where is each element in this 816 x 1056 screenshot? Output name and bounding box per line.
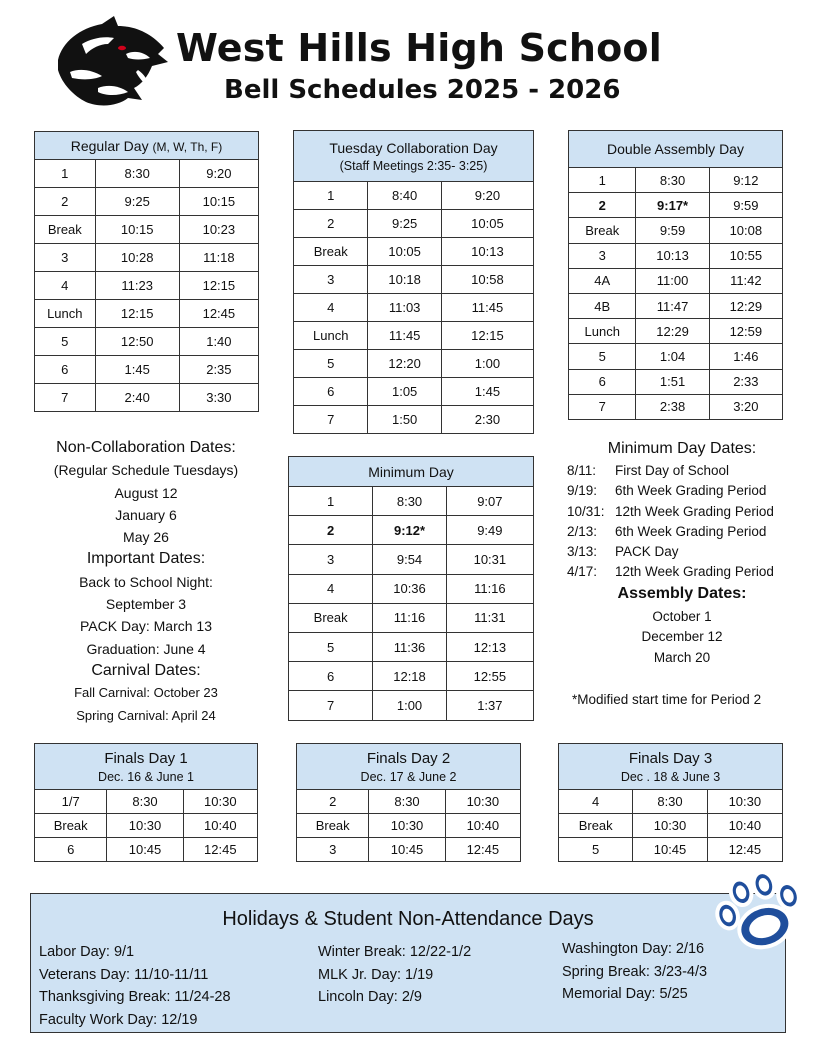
minimum-date-item (567, 562, 807, 582)
end-time-cell: 9:12 (709, 168, 782, 193)
holidays-column-1 (39, 941, 231, 1031)
schedule-row (294, 182, 534, 210)
regular-day-table (34, 131, 259, 412)
schedule-row (569, 319, 783, 344)
finals-day-3-header: Finals Day 3 Dec . 18 & June 3 (559, 744, 783, 790)
minimum-date: 10/31: (567, 503, 605, 519)
start-time-cell: 9:59 (636, 218, 709, 243)
period-cell: 7 (569, 394, 636, 419)
start-time-cell: 10:45 (369, 838, 445, 862)
start-time-cell: 1:04 (636, 344, 709, 369)
carnival-heading: Carnival Dates: (91, 661, 201, 679)
period-cell: 2 (289, 516, 373, 545)
end-time-cell: 10:30 (707, 790, 782, 814)
end-time-cell: 11:45 (441, 294, 533, 322)
period-cell: 3 (289, 545, 373, 574)
minimum-date-event: 12th Week Grading Period (615, 503, 774, 519)
schedule-row (35, 272, 259, 300)
period-cell: 4 (289, 574, 373, 603)
end-time-cell: 10:23 (179, 216, 258, 244)
start-time-cell: 10:15 (95, 216, 179, 244)
period-cell: 5 (35, 328, 96, 356)
schedule-row (294, 294, 534, 322)
non-collab-date: August 12 (114, 484, 178, 501)
schedule-row (35, 790, 258, 814)
holidays-title: Holidays & Student Non-Attendance Days (222, 908, 594, 930)
schedule-row (289, 691, 534, 720)
start-time-cell: 10:28 (95, 244, 179, 272)
end-time-cell: 2:30 (441, 406, 533, 434)
period-cell: 1/7 (35, 790, 107, 814)
period-cell: 2 (294, 210, 368, 238)
important-line: PACK Day: March 13 (79, 618, 212, 635)
period-cell: 7 (294, 406, 368, 434)
schedule-row (297, 814, 521, 838)
start-time-cell: 1:51 (636, 369, 709, 394)
schedule-row (289, 603, 534, 632)
start-time-cell: 10:18 (368, 266, 441, 294)
minimum-date-event: 12th Week Grading Period (615, 564, 774, 580)
start-time-cell: 11:00 (636, 268, 709, 293)
end-time-cell: 9:59 (709, 193, 782, 218)
minimum-date: 9/19: (567, 483, 598, 499)
end-time-cell: 10:13 (441, 238, 533, 266)
start-time-cell: 12:18 (373, 662, 446, 691)
schedule-row (289, 632, 534, 661)
period-cell: Break (289, 603, 373, 632)
schedule-row (294, 210, 534, 238)
end-time-cell: 10:40 (707, 814, 782, 838)
schedule-row (294, 238, 534, 266)
end-time-cell: 12:13 (446, 632, 533, 661)
schedule-row (289, 662, 534, 691)
schedule-row (35, 300, 259, 328)
schedule-row (569, 218, 783, 243)
period-cell: 4 (294, 294, 368, 322)
end-time-cell: 10:55 (709, 243, 782, 268)
finals-day-2-header: Finals Day 2 Dec. 17 & June 2 (297, 744, 521, 790)
period-cell: 1 (289, 487, 373, 516)
schedule-row (289, 574, 534, 603)
end-time-cell: 12:45 (445, 838, 520, 862)
schedule-row (289, 516, 534, 545)
end-time-cell: 3:30 (179, 384, 258, 412)
start-time-cell: 10:30 (369, 814, 445, 838)
finals-day-3-table (558, 743, 783, 862)
finals-day-2-table (296, 743, 521, 862)
start-time-cell: 10:36 (373, 574, 446, 603)
period-cell: Break (297, 814, 369, 838)
end-time-cell: 11:31 (446, 603, 533, 632)
period-cell: 3 (569, 243, 636, 268)
schedule-row (569, 394, 783, 419)
start-time-cell: 11:16 (373, 603, 446, 632)
start-time-cell: 9:25 (368, 210, 441, 238)
paw-print-icon (708, 866, 808, 958)
end-time-cell: 11:16 (446, 574, 533, 603)
period-cell: 5 (289, 632, 373, 661)
schedule-row (569, 193, 783, 218)
end-time-cell: 10:30 (183, 790, 257, 814)
holiday-item: Faculty Work Day: 12/19 (39, 1011, 198, 1028)
schedule-row (569, 243, 783, 268)
start-time-cell: 8:30 (633, 790, 707, 814)
period-cell: 2 (569, 193, 636, 218)
schedule-row (35, 328, 259, 356)
start-time-cell: 10:45 (633, 838, 707, 862)
period-cell: 2 (35, 188, 96, 216)
start-time-cell: 8:30 (107, 790, 183, 814)
non-collab-date: January 6 (115, 506, 177, 523)
period-cell: Break (569, 218, 636, 243)
important-line: Back to School Night: (79, 573, 213, 590)
end-time-cell: 12:15 (441, 322, 533, 350)
schedule-row (289, 487, 534, 516)
end-time-cell: 10:40 (183, 814, 257, 838)
minimum-date-event: 6th Week Grading Period (615, 523, 767, 539)
start-time-cell: 11:36 (373, 632, 446, 661)
holiday-item: MLK Jr. Day: 1/19 (318, 966, 434, 983)
start-time-cell: 1:45 (95, 356, 179, 384)
schedule-row (35, 188, 259, 216)
end-time-cell: 12:45 (183, 838, 257, 862)
period-cell: 1 (569, 168, 636, 193)
period-cell: 4 (35, 272, 96, 300)
start-time-cell: 9:17* (636, 193, 709, 218)
minimum-date-event: PACK Day (615, 544, 679, 560)
end-time-cell: 12:15 (179, 272, 258, 300)
period-cell: 3 (297, 838, 369, 862)
period-cell: 6 (35, 356, 96, 384)
start-time-cell: 11:03 (368, 294, 441, 322)
end-time-cell: 9:49 (446, 516, 533, 545)
end-time-cell: 10:08 (709, 218, 782, 243)
period-cell: 5 (569, 344, 636, 369)
start-time-cell: 12:20 (368, 350, 441, 378)
end-time-cell: 12:45 (179, 300, 258, 328)
holiday-item: Memorial Day: 5/25 (562, 986, 688, 1002)
start-time-cell: 12:50 (95, 328, 179, 356)
schedule-row (35, 838, 258, 862)
minimum-day-header: Minimum Day (289, 457, 534, 487)
start-time-cell: 8:30 (636, 168, 709, 193)
end-time-cell: 10:58 (441, 266, 533, 294)
schedule-row (294, 322, 534, 350)
start-time-cell: 8:40 (368, 182, 441, 210)
end-time-cell: 11:42 (709, 268, 782, 293)
end-time-cell: 9:20 (441, 182, 533, 210)
start-time-cell: 8:30 (95, 160, 179, 188)
start-time-cell: 9:25 (95, 188, 179, 216)
schedule-row (569, 369, 783, 394)
schedule-row (294, 266, 534, 294)
end-time-cell: 2:33 (709, 369, 782, 394)
end-time-cell: 10:05 (441, 210, 533, 238)
period-cell: 6 (289, 662, 373, 691)
minimum-date: 3/13: (567, 544, 598, 560)
minimum-date: 2/13: (567, 523, 598, 539)
period-cell: 4 (559, 790, 633, 814)
period-cell: Lunch (569, 319, 636, 344)
end-time-cell: 9:20 (179, 160, 258, 188)
minimum-date-event: 6th Week Grading Period (615, 483, 767, 499)
end-time-cell: 2:35 (179, 356, 258, 384)
period-cell: 4B (569, 293, 636, 318)
minimum-date: 4/17: (567, 564, 598, 580)
minimum-date: 8/11: (567, 463, 597, 478)
minimum-dates-heading: Minimum Day Dates: (607, 440, 757, 457)
period-cell: 7 (289, 691, 373, 720)
schedule-row (559, 838, 783, 862)
finals-day-1-table (34, 743, 258, 862)
period-cell: 6 (35, 838, 107, 862)
period-cell: 5 (294, 350, 368, 378)
start-time-cell: 10:13 (636, 243, 709, 268)
schedule-row (559, 790, 783, 814)
period-cell: 6 (294, 378, 368, 406)
end-time-cell: 1:46 (709, 344, 782, 369)
end-time-cell: 12:29 (709, 293, 782, 318)
minimum-date-item (567, 542, 807, 562)
end-time-cell: 12:59 (709, 319, 782, 344)
tuesday-collab-header: Tuesday Collaboration Day (Staff Meetings 2:35- 3:25) (294, 131, 534, 182)
double-assembly-table (568, 130, 783, 420)
start-time-cell: 8:30 (369, 790, 445, 814)
holiday-item: Lincoln Day: 2/9 (318, 989, 422, 1005)
end-time-cell: 10:15 (179, 188, 258, 216)
assembly-date: December 12 (641, 629, 723, 645)
schedule-row (569, 344, 783, 369)
important-line: September 3 (105, 596, 187, 613)
end-time-cell: 10:31 (446, 545, 533, 574)
schedule-row (35, 244, 259, 272)
minimum-date-item (567, 481, 807, 501)
carnival-line: Spring Carnival: April 24 (76, 707, 216, 723)
end-time-cell: 3:20 (709, 394, 782, 419)
period-cell: Break (35, 814, 107, 838)
period2-footnote: *Modified start time for Period 2 (572, 692, 762, 707)
holiday-item: Winter Break: 12/22-1/2 (318, 944, 472, 960)
left-info (36, 437, 256, 727)
end-time-cell: 10:40 (445, 814, 520, 838)
schedule-row (35, 356, 259, 384)
period-cell: 1 (294, 182, 368, 210)
end-time-cell: 1:37 (446, 691, 533, 720)
start-time-cell: 9:54 (373, 545, 446, 574)
start-time-cell: 10:45 (107, 838, 183, 862)
period-cell: 5 (559, 838, 633, 862)
important-line: Graduation: June 4 (86, 640, 206, 657)
non-collab-heading: Non-Collaboration Dates: (56, 439, 236, 456)
period-cell: Lunch (294, 322, 368, 350)
schedule-row (35, 814, 258, 838)
period-cell: 6 (569, 369, 636, 394)
start-time-cell: 11:45 (368, 322, 441, 350)
start-time-cell: 10:30 (107, 814, 183, 838)
start-time-cell: 1:05 (368, 378, 441, 406)
end-time-cell: 11:18 (179, 244, 258, 272)
start-time-cell: 1:00 (373, 691, 446, 720)
start-time-cell: 2:40 (95, 384, 179, 412)
start-time-cell: 1:50 (368, 406, 441, 434)
assembly-heading: Assembly Dates: (617, 585, 747, 602)
period-cell: 3 (35, 244, 96, 272)
carnival-line: Fall Carnival: October 23 (74, 685, 218, 701)
non-collab-subheading: (Regular Schedule Tuesdays) (53, 462, 239, 479)
schedule-row (297, 838, 521, 862)
minimum-date-event: First Day of School (615, 463, 730, 478)
end-time-cell: 1:00 (441, 350, 533, 378)
holiday-item: Thanksgiving Break: 11/24-28 (39, 989, 231, 1005)
tuesday-collab-table (293, 130, 534, 434)
schedule-row (569, 293, 783, 318)
period-cell: 2 (297, 790, 369, 814)
start-time-cell: 12:15 (95, 300, 179, 328)
end-time-cell: 9:07 (446, 487, 533, 516)
schedule-row (294, 378, 534, 406)
period-cell: Break (559, 814, 633, 838)
assembly-date: October 1 (652, 609, 712, 624)
start-time-cell: 8:30 (373, 487, 446, 516)
period-cell: 3 (294, 266, 368, 294)
school-title: West Hills High School (176, 26, 662, 70)
assembly-date: March 20 (653, 649, 711, 665)
wolf-head-logo (52, 14, 172, 110)
double-assembly-header: Double Assembly Day (569, 131, 783, 168)
schedule-subtitle: Bell Schedules 2025 - 2026 (224, 75, 621, 105)
holiday-item: Veterans Day: 11/10-11/11 (39, 966, 209, 983)
minimum-day-table (288, 456, 534, 721)
minimum-date-item (567, 522, 807, 542)
holiday-item: Washington Day: 2/16 (562, 941, 705, 957)
holidays-column-3 (562, 938, 707, 1006)
period-cell: Lunch (35, 300, 96, 328)
non-collab-date: May 26 (123, 529, 169, 546)
schedule-row (297, 790, 521, 814)
end-time-cell: 10:30 (445, 790, 520, 814)
important-heading: Important Dates: (86, 550, 206, 568)
start-time-cell: 9:12* (373, 516, 446, 545)
schedule-row (294, 406, 534, 434)
finals-day-1-header: Finals Day 1 Dec. 16 & June 1 (35, 744, 258, 790)
schedule-row (294, 350, 534, 378)
period-cell: 7 (35, 384, 96, 412)
schedule-row (35, 160, 259, 188)
end-time-cell: 12:55 (446, 662, 533, 691)
schedule-row (289, 545, 534, 574)
period-cell: Break (294, 238, 368, 266)
end-time-cell: 12:45 (707, 838, 782, 862)
minimum-date-item (567, 502, 807, 522)
schedule-row (35, 216, 259, 244)
start-time-cell: 10:30 (633, 814, 707, 838)
schedule-row (569, 268, 783, 293)
start-time-cell: 11:23 (95, 272, 179, 300)
schedule-row (559, 814, 783, 838)
period-cell: Break (35, 216, 96, 244)
holidays-column-2 (318, 941, 471, 1009)
period-cell: 4A (569, 268, 636, 293)
period-cell: 1 (35, 160, 96, 188)
schedule-row (569, 168, 783, 193)
end-time-cell: 1:45 (441, 378, 533, 406)
start-time-cell: 10:05 (368, 238, 441, 266)
holiday-item: Spring Break: 3/23-4/3 (562, 963, 708, 980)
start-time-cell: 12:29 (636, 319, 709, 344)
assembly-dates-list (566, 607, 798, 668)
holiday-item: Labor Day: 9/1 (39, 944, 135, 960)
start-time-cell: 11:47 (636, 293, 709, 318)
regular-day-header: Regular Day (M, W, Th, F) (35, 132, 259, 160)
minimum-date-item (567, 461, 807, 481)
schedule-row (35, 384, 259, 412)
end-time-cell: 1:40 (179, 328, 258, 356)
holidays-box (30, 893, 786, 1033)
minimum-dates-list (567, 461, 807, 583)
start-time-cell: 2:38 (636, 394, 709, 419)
